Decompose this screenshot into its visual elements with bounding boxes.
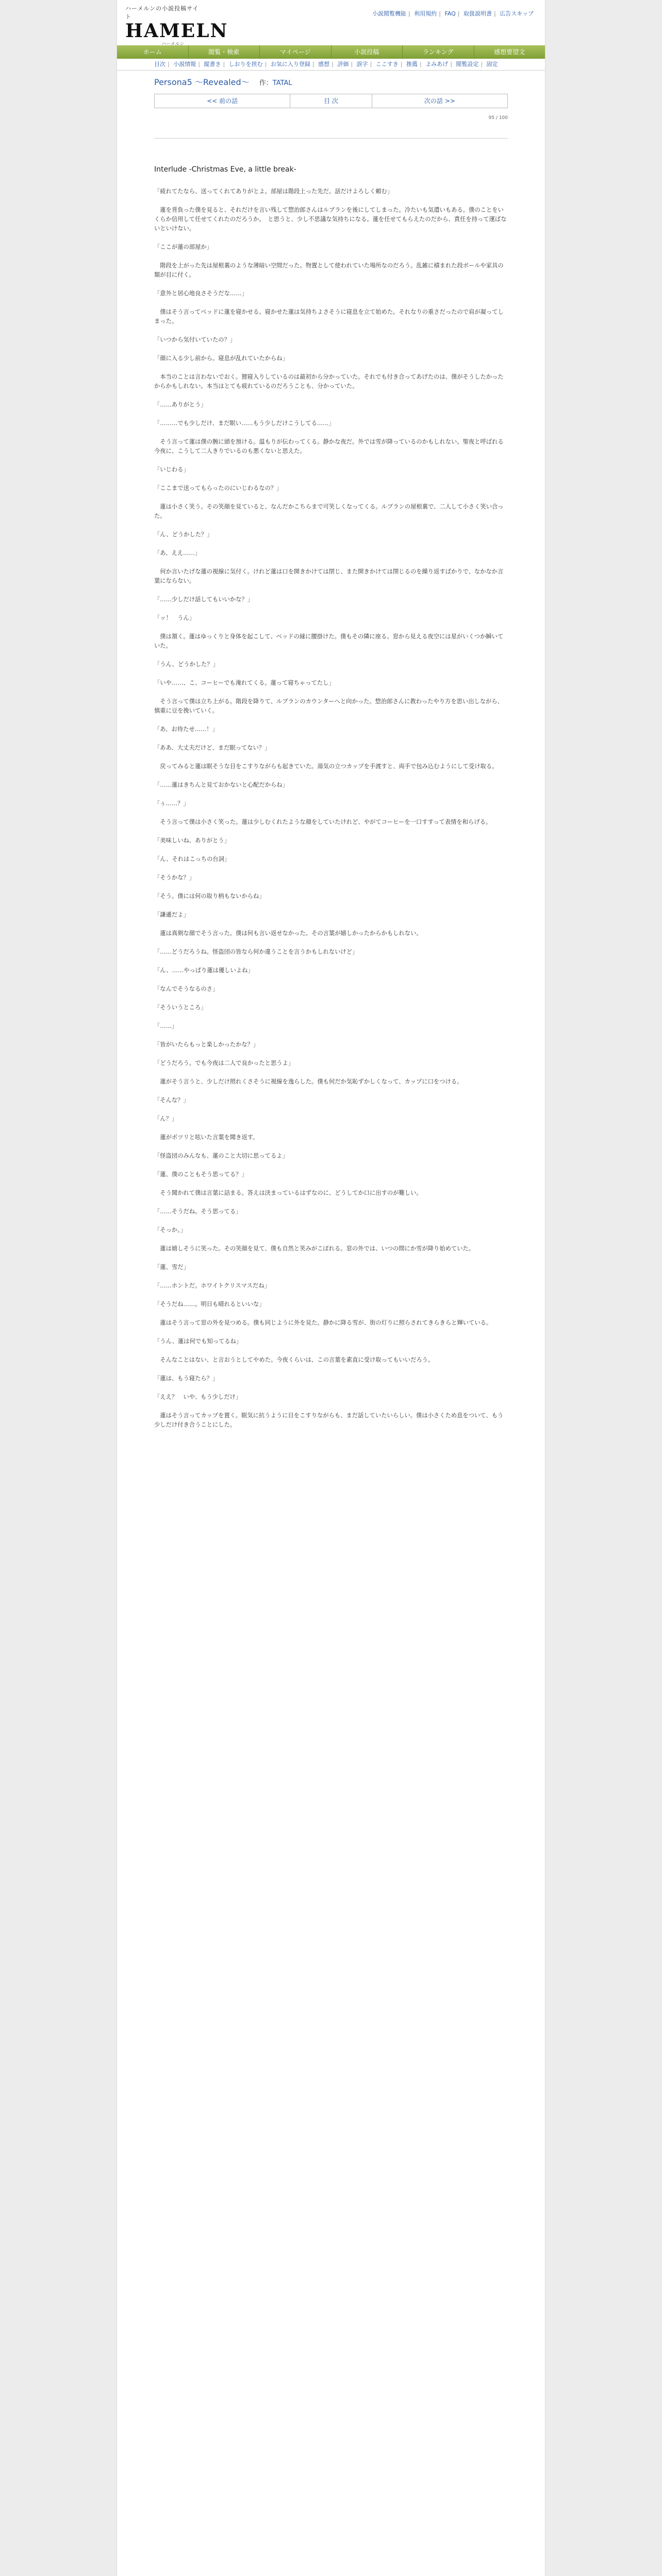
logo-word: HAMELN xyxy=(125,20,228,42)
paragraph: 蓮は小さく笑う。その笑顔を見ていると、なんだかこちらまで可笑しくなってくる。ルブランの屋根裏で、二人して小さく笑い合った。 xyxy=(154,503,504,519)
subnav-item[interactable]: 閲覧設定 xyxy=(456,61,479,67)
top-link[interactable]: 利用規約 xyxy=(414,10,437,17)
paragraph: 蓮は真剣な顔でそう言った。僕は何も言い返せなかった。その言葉が嬉しかったからかもしれない。 xyxy=(154,930,422,937)
paragraph: 「ッ！ うん」 xyxy=(154,615,195,621)
nav-ranking[interactable]: ランキング xyxy=(403,45,474,59)
subnav-item[interactable]: 推薦 xyxy=(406,61,418,67)
subnav-item[interactable]: ここすき xyxy=(375,61,399,67)
paragraph: 「……どうだろうね。怪盗団の皆なら何か違うことを言うかもしれないけど」 xyxy=(154,948,358,955)
paragraph: 「なんでそうなるのさ」 xyxy=(154,986,219,992)
paragraph: 「あ、お待たせ……！」 xyxy=(154,726,218,733)
subnav-item[interactable]: 縦書き xyxy=(204,61,221,67)
paragraph: 「怪盗団のみんなも、蓮のこと大切に思ってるよ」 xyxy=(154,1153,288,1159)
paragraph: 「ん、どうかした？」 xyxy=(154,531,213,538)
top-link[interactable]: FAQ xyxy=(444,10,456,17)
paragraph: 「……ありがとう」 xyxy=(154,401,207,408)
paragraph: 「皆がいたらもっと楽しかったかな？」 xyxy=(154,1041,259,1048)
paragraph: 「いや……、こ、コーヒーでも淹れてくる。蓮って寝ちゃってたし」 xyxy=(154,680,335,686)
paragraph: 「ん、それはこっちの台詞」 xyxy=(154,856,230,862)
paragraph: そう言って僕は立ち上がる。階段を降りて、ルブランのカウンターへと向かった。惣治郎さんに教わったやり方を思い出しながら、慎重に豆を挽いていく。 xyxy=(154,698,504,714)
main-content xyxy=(117,76,545,1430)
paragraph: 戻ってみると蓮は眠そうな目をこすりながらも起きていた。湯気の立つカップを手渡すと、両手で包み込むようにして受け取る。 xyxy=(154,763,498,770)
nav-home[interactable]: ホーム xyxy=(117,45,189,59)
paragraph: 「ん、……やっぱり蓮は優しいよね」 xyxy=(154,967,254,974)
paragraph: 「そうかな？」 xyxy=(154,874,195,881)
paragraph: 「いつから気付いていたの？」 xyxy=(154,336,236,343)
nav-post[interactable]: 小説投稿 xyxy=(332,45,403,59)
nav-search[interactable]: 閲覧・検索 xyxy=(189,45,260,59)
toc-link[interactable]: 目 次 xyxy=(290,94,372,108)
paragraph: 「……そうだね。そう思ってる」 xyxy=(154,1208,242,1215)
subnav-item[interactable]: よみあげ xyxy=(425,61,449,67)
paragraph: 「謙遜だよ」 xyxy=(154,911,189,918)
paragraph: 「蓮、僕のこともそう思ってる？」 xyxy=(154,1171,247,1178)
paragraph: 蓮を背負った僕を見ると、それだけを言い残して惣治郎さんはルブランを後にしてしまった。冷たいも気遣いもある。僕のことをいくらか信用して任せてくれたのだろうか。 と思うと、少し不思議な気持ちになる。蓮を任せてもらえたのだから、責任を持って運ばないといけない。 xyxy=(154,207,507,232)
divider xyxy=(154,138,508,139)
paragraph: 「ここまで送ってもらったのにいじわるなの？」 xyxy=(154,485,283,492)
subnav-item[interactable]: 感想 xyxy=(318,61,330,67)
paragraph: 「どうだろう。でも今夜は二人で良かったと思うよ」 xyxy=(154,1060,294,1066)
paragraph: 「そう。僕には何の取り柄もないからね」 xyxy=(154,893,265,900)
subnav-item[interactable]: お気に入り登録 xyxy=(270,61,310,67)
chapter-title: Interlude -Christmas Eve, a little break- xyxy=(154,165,296,174)
paragraph: 「ああ、大丈夫だけど、まだ眠ってない？」 xyxy=(154,744,271,751)
paragraph: 「あ、ええ……」 xyxy=(154,550,201,556)
subnav-item[interactable]: 誤字 xyxy=(356,61,368,67)
paragraph: 「美味しいね、ありがとう」 xyxy=(154,837,230,844)
paragraph: 「疲れてたなら、送ってくれてありがとよ。部屋は階段上った先だ。話だけよろしく頼む」 xyxy=(154,188,393,195)
paragraph: そう言って僕は小さく笑った。蓮は少しむくれたような顔をしていたけれど、やがてコーヒーを一口すすって表情を和らげる。 xyxy=(154,819,492,825)
top-links: 小説閲覧機能 | 利用規約 | FAQ | 取扱説明書 | 広告スキップ xyxy=(372,10,534,17)
paragraph: 「……少しだけ話してもいいかな？」 xyxy=(154,596,254,603)
nav-feedback[interactable]: 感想要望文 xyxy=(494,48,525,56)
subnav-item[interactable]: しおりを挟む xyxy=(228,61,263,67)
chapter-pager xyxy=(154,94,508,108)
paragraph: 「顔に入る少し前から。寝息が乱れていたからね」 xyxy=(154,355,288,362)
top-link[interactable]: 取扱説明書 xyxy=(464,10,492,17)
paragraph: 蓮はそう言って窓の外を見つめる。僕も同じように外を見た。静かに降る雪が、街の灯りに照らされてきらきらと輝いている。 xyxy=(154,1319,492,1326)
paragraph: 「……蓮はきちんと見ておかないと心配だからね」 xyxy=(154,782,288,788)
paragraph: 「……」 xyxy=(154,1023,178,1029)
paragraph: そんなことはない、と言おうとしてやめた。今夜くらいは、この言葉を素直に受け取ってもいいだろう。 xyxy=(154,1357,434,1363)
paragraph: 「蓮、雪だ」 xyxy=(154,1264,189,1270)
paragraph: 本当のことは言わないでおく。狸寝入りしているのは最初から分かっていた。それでも付き合ってあげたのは、僕がそうしたかったからかもしれない。本当はとても疲れているのだろうことも、分かっていた。 xyxy=(154,374,504,389)
subnav-item[interactable]: 評価 xyxy=(337,61,349,67)
logo-sub: ハーメルン xyxy=(161,42,185,47)
chapter-count: 95 / 100 xyxy=(488,115,508,121)
paragraph: 「……ホントだ。ホワイトクリスマスだね」 xyxy=(154,1282,270,1289)
paragraph: 僕は頷く。蓮はゆっくりと身体を起こして、ベッドの縁に腰掛けた。僕もその隣に座る。窓から見える夜空には星がいくつか瞬いていた。 xyxy=(154,633,504,649)
novel-title[interactable]: Persona5 ～Revealed～ xyxy=(154,77,250,87)
paragraph: 「ええ？ いや、もう少しだけ」 xyxy=(154,1394,242,1400)
paragraph: そう言って蓮は僕の腕に頭を預ける。温もりが伝わってくる。静かな夜だ。外では雪が降っているのかもしれない。聖夜と呼ばれる今夜に、こうして二人きりでいるのも悪くないと思えた。 xyxy=(154,438,504,454)
author-label: 作： xyxy=(259,79,273,87)
paragraph: 「そうだね……。明日も晴れるといいな」 xyxy=(154,1301,265,1308)
page xyxy=(117,0,545,2576)
novel-subnav: 目次 | 小説情報 | 縦書き | しおりを挟む | お気に入り登録 | 感想 | 評価 | 誤字 | ここすき | 推薦 | よみあげ | 閲覧設定 | 固定 xyxy=(117,59,545,71)
paragraph: 僕はそう言ってベッドに蓮を寝かせる。寝かせた蓮は気持ちよさそうに寝息を立て始めた。それなりの重さだったので肩が凝ってしまった。 xyxy=(154,309,504,325)
paragraph: 「意外と居心地良さそうだな……」 xyxy=(154,290,247,297)
paragraph: そう聞かれて僕は言葉に詰まる。答えは決まっているはずなのに、どうしてか口に出すのが難しい。 xyxy=(154,1190,422,1196)
subnav-item[interactable]: 小説情報 xyxy=(173,61,196,67)
novel-title-row xyxy=(154,76,508,88)
subnav-item[interactable]: 固定 xyxy=(486,61,498,67)
site-logo[interactable] xyxy=(125,4,228,47)
paragraph: 何か言いたげな蓮の視線に気付く。けれど蓮は口を開きかけては閉じ、また開きかけては閉じるのを繰り返すばかりで、なかなか言葉にならない。 xyxy=(154,568,504,584)
main-nav xyxy=(117,45,545,59)
logo-kana: ハーメルンの小説投稿サイト xyxy=(125,5,199,20)
paragraph: 「そういうところ」 xyxy=(154,1004,207,1011)
paragraph: 「………でも少しだけ、まだ眠い……もう少しだけこうしてる……」 xyxy=(154,420,335,427)
top-link[interactable]: 小説閲覧機能 xyxy=(372,10,407,17)
paragraph: 「そんな？」 xyxy=(154,1097,189,1104)
top-link[interactable]: 広告スキップ xyxy=(500,10,534,17)
paragraph: 「ぅ……？」 xyxy=(154,800,189,807)
paragraph: 階段を上がった先は屋根裏のような薄暗い空間だった。物置として使われていた場所なのだろう。乱雑に積まれた段ボールや家具の類が目に付く。 xyxy=(154,262,504,278)
author-line xyxy=(259,79,292,87)
paragraph: 蓮はそう言ってカップを置く。眠気に抗うように目をこすりながらも、まだ話していたいらしい。僕は小さくため息をついて、もう少しだけ付き合うことにした。 xyxy=(154,1412,504,1428)
site-header xyxy=(117,0,545,45)
paragraph: 蓮は嬉しそうに笑った。その笑顔を見て、僕も自然と笑みがこぼれる。窓の外では、いつの間にか雪が降り始めていた。 xyxy=(154,1245,475,1252)
nav-mypage[interactable]: マイページ xyxy=(260,45,332,59)
paragraph: 「うん、蓮は何でも知ってるね」 xyxy=(154,1338,242,1345)
paragraph: 蓮がそう言うと、少しだけ照れくさそうに視線を逸らした。僕も何だか気恥ずかしくなって、カップに口をつける。 xyxy=(154,1078,463,1085)
prev-chapter-link[interactable]: << 前の話 xyxy=(155,94,290,108)
paragraph: 「うん、どうかした？」 xyxy=(154,661,219,668)
paragraph: 蓮がポツリと呟いた言葉を聞き返す。 xyxy=(154,1134,259,1141)
subnav-item[interactable]: 目次 xyxy=(154,61,166,67)
paragraph: 「ここが蓮の部屋か」 xyxy=(154,244,212,250)
paragraph: 「ん？」 xyxy=(154,1115,178,1122)
paragraph: 「そっか。」 xyxy=(154,1227,187,1233)
chapter-body xyxy=(154,187,508,1430)
author-link[interactable]: TATAL xyxy=(272,79,292,87)
paragraph: 「いじわる」 xyxy=(154,466,189,473)
paragraph: 「蓮は、もう寝たら？」 xyxy=(154,1375,219,1382)
next-chapter-link[interactable]: 次の話 >> xyxy=(424,97,455,105)
